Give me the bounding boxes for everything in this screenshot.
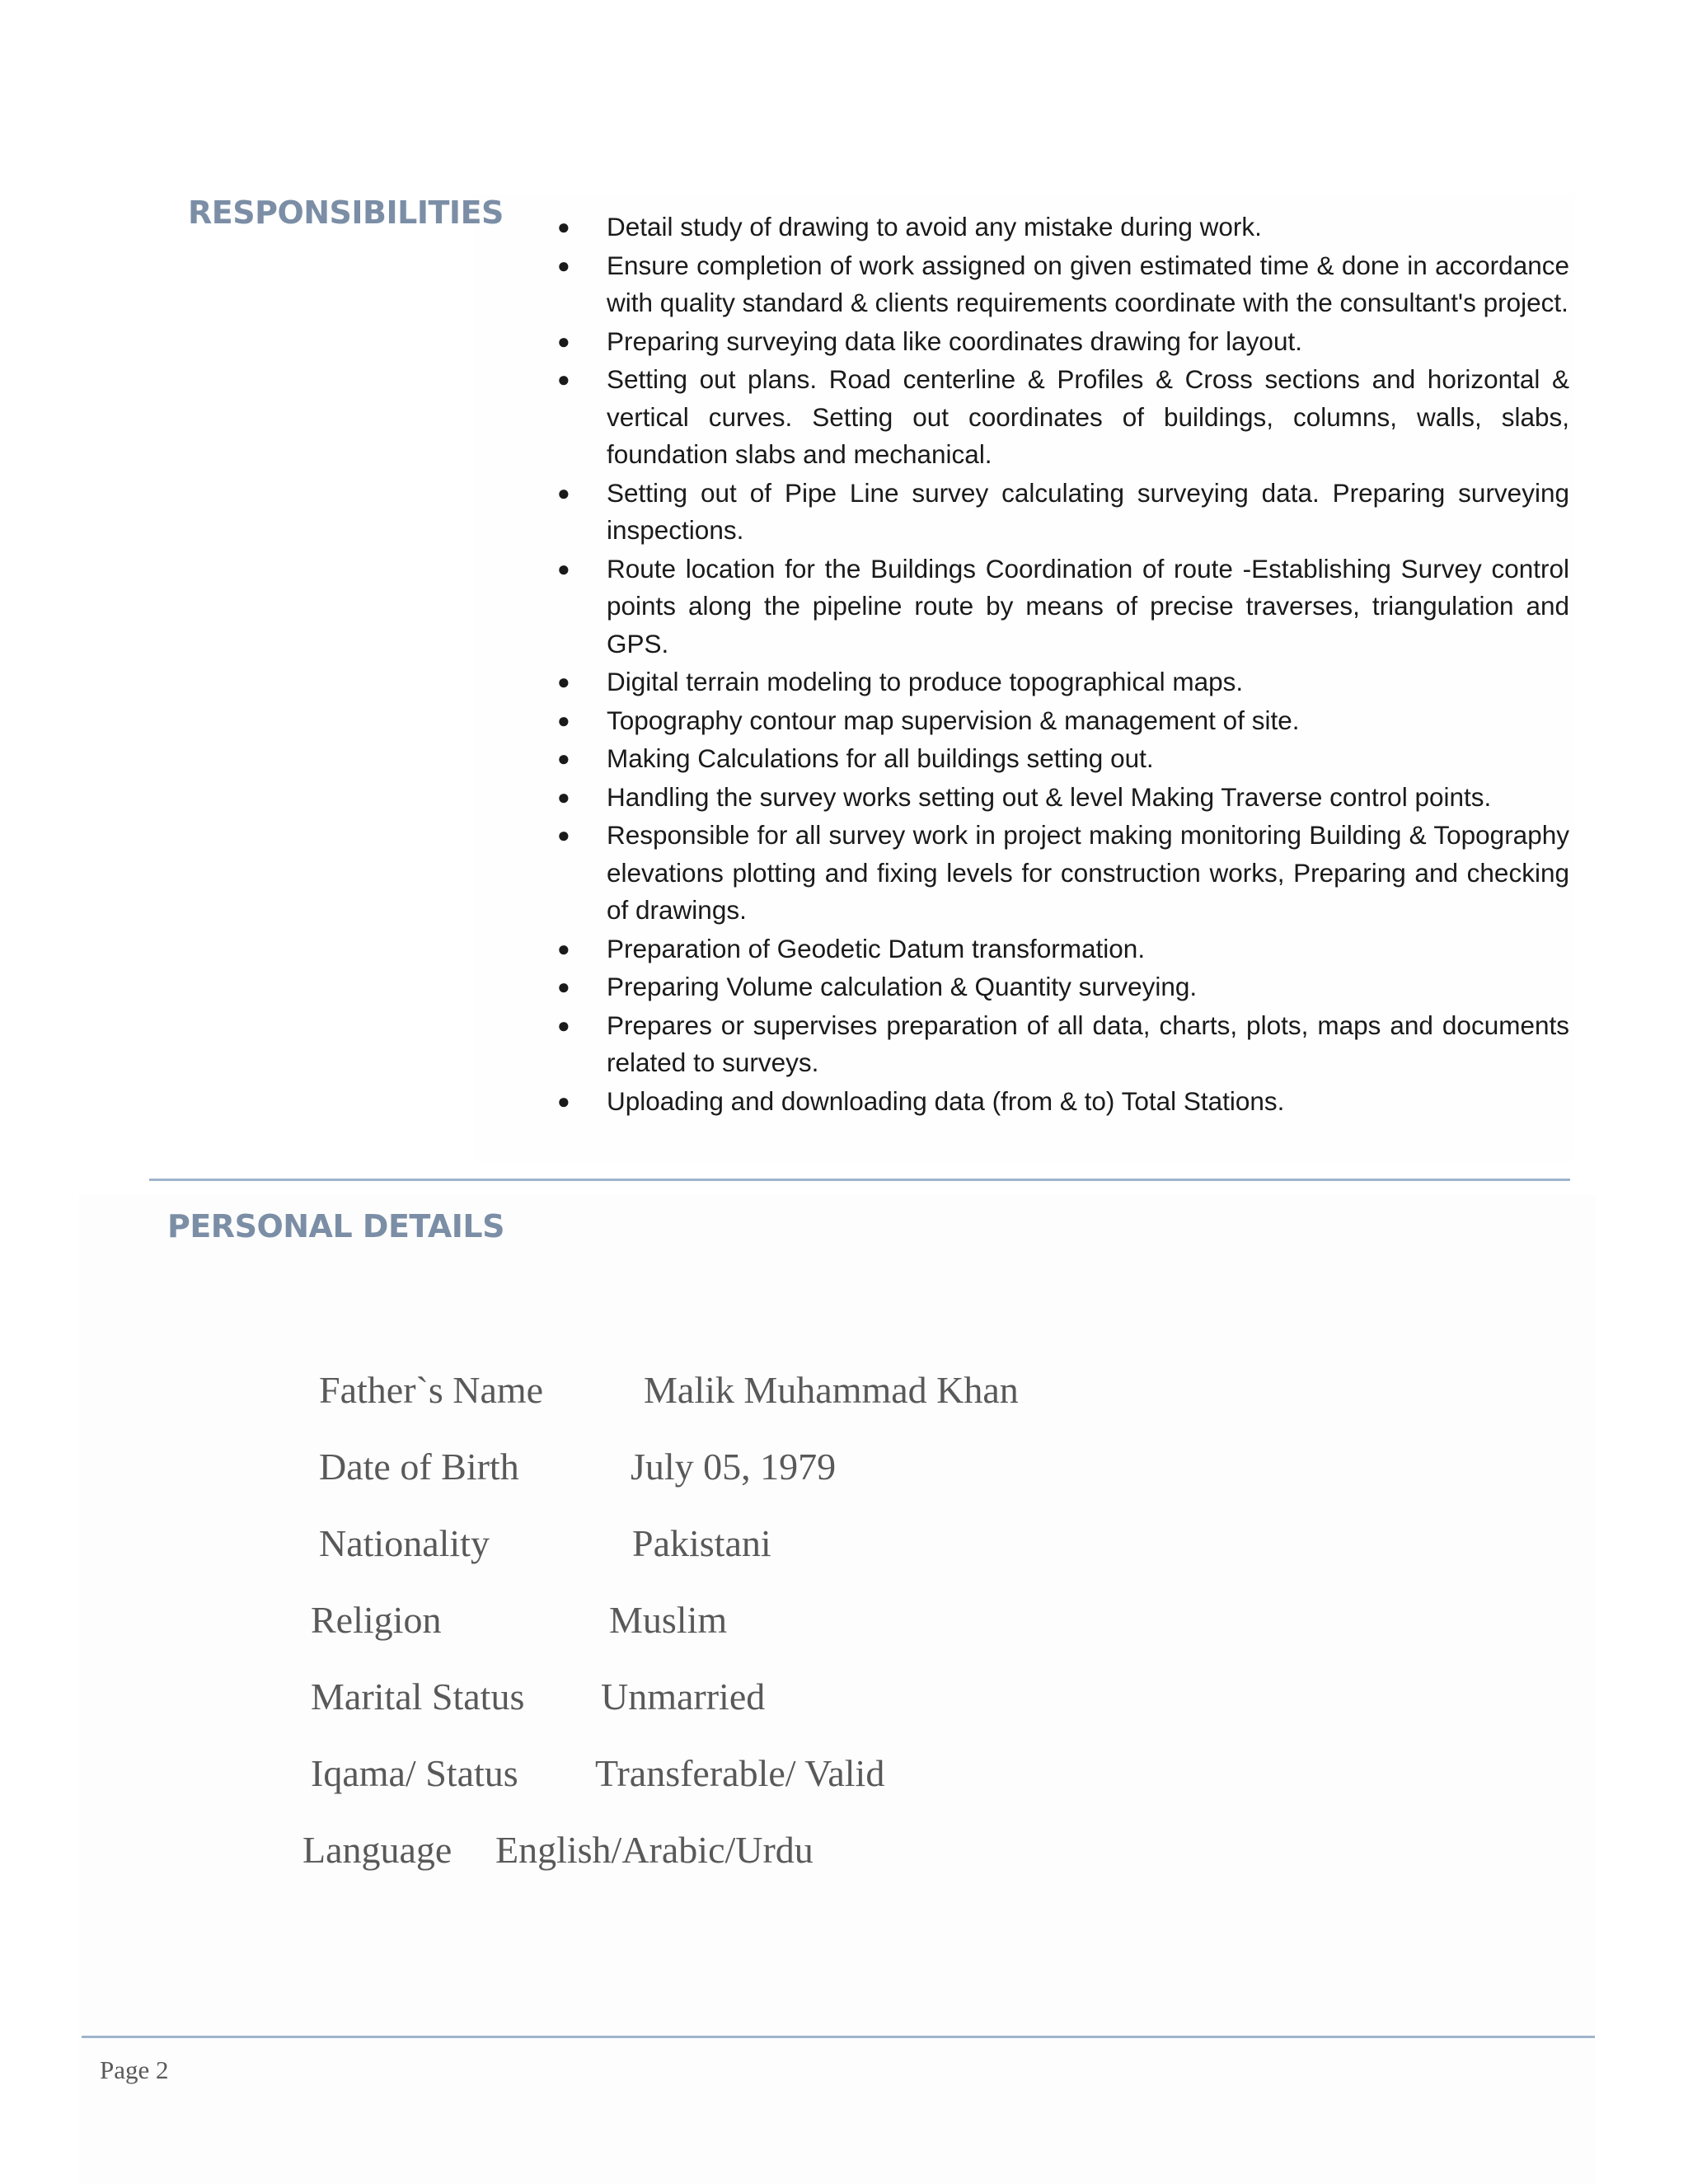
responsibility-text: Preparing Volume calculation & Quantity surveying. — [607, 972, 1198, 1001]
responsibility-item — [551, 475, 1569, 550]
page-number: Page 2 — [100, 2055, 169, 2084]
personal-label: Marital Status — [311, 1675, 525, 1718]
responsibility-text: Making Calculations for all buildings setting out. — [607, 743, 1154, 773]
responsibility-item — [551, 247, 1569, 322]
responsibility-text: Digital terrain modeling to produce topographical maps. — [607, 667, 1244, 696]
bullet-icon: ● — [557, 252, 570, 278]
footer-divider — [82, 2036, 1595, 2038]
personal-value: July 05, 1979 — [631, 1446, 837, 1488]
personal-label: Nationality — [319, 1522, 490, 1564]
personal-value: Pakistani — [632, 1522, 771, 1564]
bullet-icon: ● — [557, 1088, 570, 1113]
responsibility-item — [551, 209, 1569, 246]
personal-value: Unmarried — [601, 1675, 766, 1718]
personal-label: Father`s Name — [319, 1369, 544, 1411]
personal-value: Muslim — [609, 1599, 728, 1641]
responsibility-item — [551, 1083, 1569, 1121]
personal-label: Date of Birth — [319, 1446, 519, 1488]
bullet-icon: ● — [557, 823, 570, 847]
bullet-icon: ● — [557, 1012, 570, 1038]
bullet-icon: ● — [557, 328, 570, 354]
responsibility-item — [551, 930, 1569, 968]
responsibility-text: Uploading and downloading data (from & to) Total Stations. — [607, 1085, 1285, 1116]
responsibility-item — [551, 817, 1569, 930]
responsibility-item — [551, 551, 1569, 663]
responsibility-item — [551, 663, 1569, 701]
responsibility-item — [551, 740, 1569, 778]
responsibility-text: Detail study of drawing to avoid any mistake during work. — [607, 212, 1262, 241]
responsibility-text: Prepares or supervises preparation of all data, charts, plots, maps and documents related to surveys. — [607, 1010, 1569, 1077]
bullet-icon: ● — [557, 707, 570, 733]
bullet-icon: ● — [557, 669, 570, 694]
section-divider — [149, 1179, 1570, 1181]
responsibilities-heading: RESPONSIBILITIES — [188, 194, 504, 231]
responsibility-text: Ensure completion of work assigned on given estimated time & done in accordance with quality standard & clients requirements coordinate with the consultant's project. — [607, 250, 1569, 317]
responsibility-text: Route location for the Buildings Coordination of route -Establishing Survey control points along the pipeline route by means of precise traverses, triangulation and GPS. — [607, 553, 1569, 658]
personal-value: Malik Muhammad Khan — [644, 1369, 1019, 1411]
bullet-icon: ● — [557, 784, 570, 809]
responsibility-text: Setting out of Pipe Line survey calculating surveying data. Preparing surveying inspections. — [607, 477, 1569, 545]
bullet-icon: ● — [557, 746, 570, 771]
personal-label: Language — [302, 1829, 452, 1871]
bullet-icon: ● — [557, 480, 570, 505]
bullet-icon: ● — [557, 367, 570, 391]
responsibility-item — [551, 702, 1569, 740]
responsibility-text: Handling the survey works setting out & level Making Traverse control points. — [607, 781, 1492, 812]
bullet-icon: ● — [557, 935, 570, 961]
responsibility-text: Responsible for all survey work in project making monitoring Building & Topography elevations plotting and fixing levels for construction works, Preparing and checking of drawings. — [607, 820, 1569, 925]
responsibility-text: Preparation of Geodetic Datum transformation. — [607, 933, 1146, 963]
responsibility-item — [551, 1007, 1569, 1082]
personal-value: English/Arabic/Urdu — [495, 1829, 814, 1871]
responsibility-item — [551, 361, 1569, 474]
responsibility-text: Preparing surveying data like coordinates drawing for layout. — [607, 326, 1302, 356]
personal-label: Iqama/ Status — [311, 1752, 518, 1794]
responsibility-text: Setting out plans. Road centerline & Profiles & Cross sections and horizontal & vertical curves. Setting out coordinates of buildings, columns, walls, slabs, foundation slabs and mechanical. — [607, 364, 1569, 469]
personal-value: Transferable/ Valid — [595, 1752, 885, 1794]
bullet-icon: ● — [557, 974, 570, 999]
responsibility-item — [551, 323, 1569, 361]
responsibility-item — [551, 779, 1569, 817]
responsibility-text: Topography contour map supervision & management of site. — [607, 705, 1300, 735]
personal-label: Religion — [311, 1599, 442, 1641]
personal-details-heading: PERSONAL DETAILS — [167, 1208, 504, 1244]
responsibilities-list — [551, 209, 1569, 1121]
responsibility-item — [551, 968, 1569, 1006]
bullet-icon: ● — [557, 555, 570, 581]
bullet-icon: ● — [557, 214, 570, 239]
